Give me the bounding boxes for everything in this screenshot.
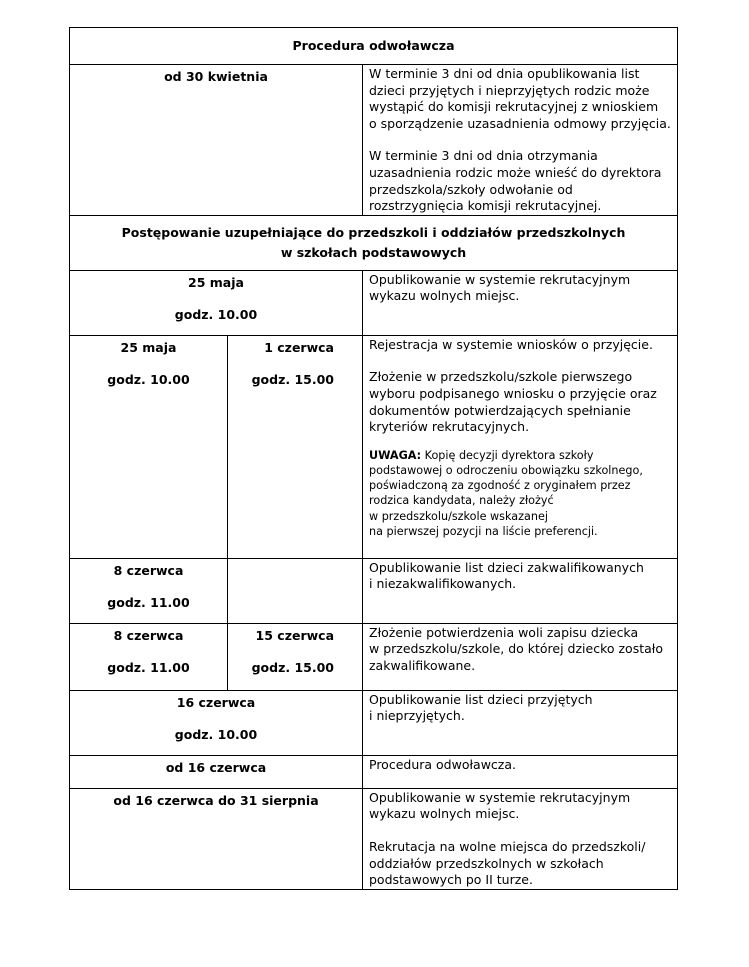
- date-text: 25 maja: [120, 339, 177, 355]
- description-cell: [363, 788, 678, 889]
- description-cell: [363, 270, 678, 335]
- date-text: 25 maja: [188, 274, 244, 290]
- desc-line: w przedszkolu/szkole, do której dziecko zostało: [369, 641, 663, 657]
- date-text: 15 czerwca: [255, 627, 334, 643]
- table-row: [70, 788, 678, 889]
- desc-line: Opublikowanie list dzieci przyjętych: [369, 691, 593, 707]
- to-date-cell: [228, 335, 363, 558]
- desc-line: wykazu wolnych miejsc.: [369, 806, 520, 822]
- time-text: godz. 10.00: [107, 371, 190, 387]
- desc-line: Rekrutacja na wolne miejsca do przedszkoli/: [369, 838, 646, 854]
- desc-line: wykazu wolnych miejsc.: [369, 288, 520, 304]
- date-cell: [70, 65, 363, 216]
- description-cell: [363, 65, 678, 216]
- table-row: [70, 28, 678, 65]
- desc-line: i niezakwalifikowanych.: [369, 576, 517, 592]
- desc-line: Opublikowanie w systemie rekrutacyjnym: [369, 271, 631, 287]
- note-line: w przedszkolu/szkole wskazanej: [369, 509, 548, 523]
- desc-line: o sporządzenie uzasadnienia odmowy przyjęcia.: [369, 115, 671, 131]
- time-text: godz. 10.00: [174, 306, 258, 322]
- desc-line: Opublikowanie w systemie rekrutacyjnym: [369, 789, 631, 805]
- desc-line: oddziałów przedszkolnych w szkołach: [369, 855, 604, 871]
- table-row: [70, 558, 678, 623]
- header-line: w szkołach podstawowych: [280, 244, 467, 260]
- supplementary-header: [70, 215, 678, 270]
- date-cell: [70, 558, 228, 623]
- desc-line: rozstrzygnięcia komisji rekrutacyjnej.: [369, 198, 602, 214]
- desc-line: Złożenie w przedszkolu/szkole pierwszego: [369, 369, 633, 385]
- date-text: 8 czerwca: [113, 562, 184, 578]
- table-row: [70, 335, 678, 558]
- desc-line: wystąpić do komisji rekrutacyjnej z wnioskiem: [369, 99, 659, 115]
- note-label: UWAGA:: [369, 448, 422, 462]
- date-cell: [70, 788, 363, 889]
- time-text: godz. 15.00: [251, 371, 334, 387]
- desc-line: dzieci przyjętych i nieprzyjętych rodzic może: [369, 82, 650, 98]
- time-text: godz. 11.00: [107, 659, 190, 675]
- note-line: Kopię decyzji dyrektora szkoły: [421, 448, 594, 462]
- to-date-cell: [228, 623, 363, 690]
- table-row: [70, 65, 678, 216]
- table-row: [70, 623, 678, 690]
- desc-line: przedszkola/szkoły odwołanie od: [369, 181, 573, 197]
- desc-line: wyboru podpisanego wniosku o przyjęcie oraz: [369, 385, 657, 401]
- desc-line: W terminie 3 dni od dnia opublikowania list: [369, 66, 640, 81]
- table-row: [70, 270, 678, 335]
- date-cell: [70, 755, 363, 788]
- desc-line: kryteriów rekrutacyjnych.: [369, 419, 530, 435]
- time-text: godz. 11.00: [107, 594, 190, 610]
- from-date-cell: [70, 335, 228, 558]
- description-cell: [363, 755, 678, 788]
- desc-line: W terminie 3 dni od dnia otrzymania: [369, 148, 598, 164]
- date-text: od 16 czerwca do 31 sierpnia: [113, 792, 319, 808]
- header-line: Postępowanie uzupełniające do przedszkoli i oddziałów przedszkolnych: [121, 224, 626, 240]
- note-line: na pierwszej pozycji na liście preferencji.: [369, 524, 598, 538]
- note-line: poświadczoną za zgodność z oryginałem przez: [369, 479, 631, 493]
- description-cell: [363, 623, 678, 690]
- date-text: 8 czerwca: [113, 627, 184, 643]
- desc-line: Złożenie potwierdzenia woli zapisu dziecka: [369, 624, 639, 640]
- desc-line: Opublikowanie list dzieci zakwalifikowanych: [369, 559, 644, 575]
- recruitment-schedule-table: [69, 27, 678, 890]
- from-date-cell: [70, 623, 228, 690]
- date-text: 16 czerwca: [176, 694, 256, 710]
- date-cell: [70, 690, 363, 755]
- date-cell: [70, 270, 363, 335]
- note-line: podstawowej o odroczeniu obowiązku szkolnego,: [369, 463, 643, 477]
- note-line: rodzica kandydata, należy złożyć: [369, 494, 554, 508]
- description-cell: [363, 690, 678, 755]
- table-row: [70, 755, 678, 788]
- date-text: 1 czerwca: [264, 339, 334, 355]
- time-text: godz. 10.00: [174, 726, 258, 742]
- desc-line: uzasadnienia rodzic może wnieść do dyrektora: [369, 164, 662, 180]
- desc-line: i nieprzyjętych.: [369, 708, 465, 724]
- desc-line: Rejestracja w systemie wniosków o przyjęcie.: [369, 336, 653, 352]
- desc-line: zakwalifikowane.: [369, 657, 476, 673]
- desc-line: podstawowych po II turze.: [369, 872, 533, 888]
- date-text: od 30 kwietnia: [164, 69, 268, 84]
- time-text: godz. 15.00: [251, 659, 334, 675]
- desc-line: dokumentów potwierdzających spełnianie: [369, 402, 631, 418]
- table-row: [70, 690, 678, 755]
- date-text: od 16 czerwca: [165, 759, 267, 775]
- note-block: [369, 448, 671, 539]
- description-cell: [363, 335, 678, 558]
- table-row: [70, 215, 678, 270]
- appeal-header: Procedura odwoławcza: [70, 28, 678, 65]
- desc-line: Procedura odwoławcza.: [369, 756, 516, 772]
- description-cell: [363, 558, 678, 623]
- empty-cell: [228, 558, 363, 623]
